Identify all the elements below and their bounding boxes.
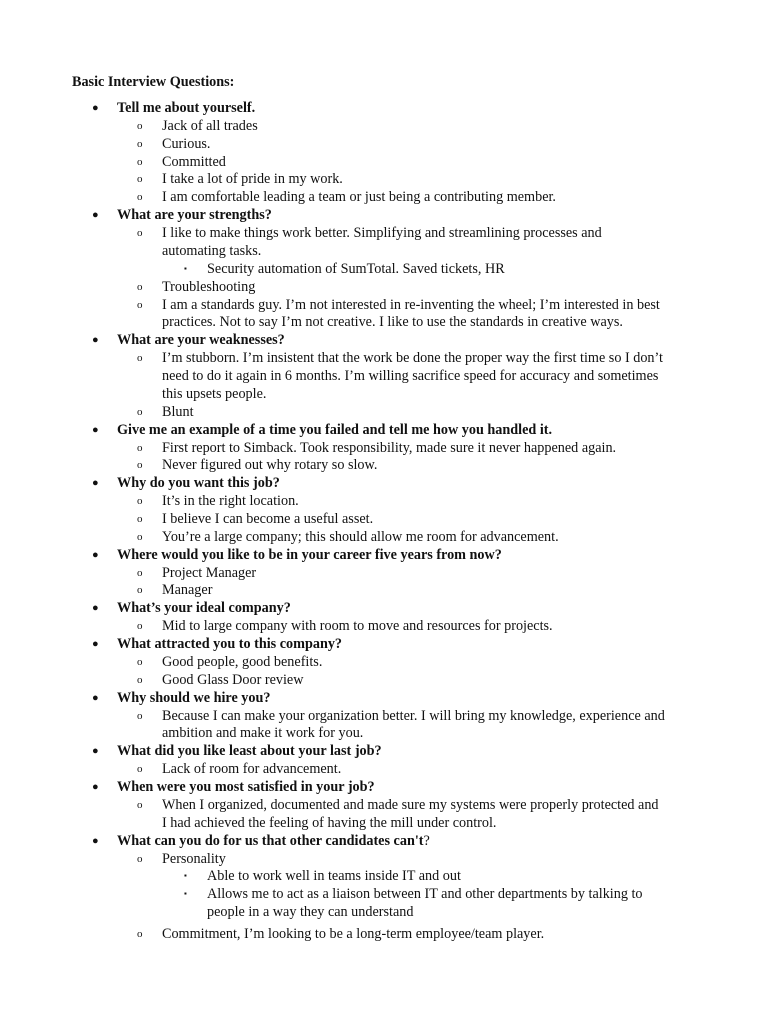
sub-answer-item-text: people in a way they can understand: [207, 904, 414, 921]
sub-answer-item: [0, 260, 768, 278]
answer-item: [0, 528, 768, 546]
answer-item: [0, 581, 768, 599]
answer-item: [0, 456, 768, 474]
question-item: [0, 635, 768, 653]
answer-item-text: I like to make things work better. Simplifying and streamlining processes and: [162, 225, 602, 242]
answer-item-text: I take a lot of pride in my work.: [162, 171, 343, 188]
circle-bullet-icon: o: [137, 928, 143, 941]
bullet-icon: ●: [92, 102, 99, 114]
answer-item: [0, 850, 768, 868]
answer-item-text: I had achieved the feeling of having the mill under control.: [162, 814, 497, 831]
answer-item-text: need to do it again in 6 months. I’m willing sacrifice speed for accuracy and sometimes: [162, 368, 659, 385]
answer-item-text: practices. Not to say I’m not creative. I like to use the standards in creative ways.: [162, 314, 623, 331]
answer-item: [0, 153, 768, 171]
answer-item-text: You’re a large company; this should allow me room for advancement.: [162, 528, 559, 545]
circle-bullet-icon: o: [137, 137, 143, 150]
bullet-icon: ●: [92, 477, 99, 490]
answer-item-text: Commitment, I’m looking to be a long-term employee/team player.: [162, 926, 545, 943]
answer-item-text: I am a standards guy. I’m not interested in re-inventing the wheel; I’m interested in best: [162, 296, 660, 313]
page-title: Basic Interview Questions:: [72, 74, 235, 90]
answer-item: [0, 492, 768, 510]
answer-item: [0, 135, 768, 153]
answer-item: [0, 617, 768, 635]
question-item: [0, 778, 768, 796]
bullet-icon: ●: [92, 781, 99, 794]
circle-bullet-icon: o: [137, 763, 143, 776]
sub-answer-item-text: Security automation of SumTotal. Saved tickets, HR: [207, 260, 505, 277]
circle-bullet-icon: o: [137, 119, 143, 132]
question-item-text: Give me an example of a time you failed and tell me how you handled it.: [117, 421, 553, 438]
answer-item-text: Good people, good benefits.: [162, 653, 323, 670]
answer-item: [0, 760, 768, 778]
circle-bullet-icon: o: [137, 530, 143, 543]
answer-item-text: First report to Simback. Took responsibility, made sure it never happened again.: [162, 439, 617, 456]
bullet-icon: ●: [92, 691, 99, 704]
answer-item: [0, 367, 768, 385]
question-item: [0, 474, 768, 492]
answer-item-text: Never figured out why rotary so slow.: [162, 457, 378, 474]
question-item-text: What did you like least about your last job?: [117, 743, 382, 760]
circle-bullet-icon: o: [137, 459, 143, 472]
answer-item-text: this upsets people.: [162, 385, 267, 402]
circle-bullet-icon: o: [137, 798, 143, 811]
question-item-text: What can you do for us that other candidates can't?: [117, 832, 430, 849]
answer-item-text: Jack of all trades: [162, 117, 258, 134]
bullet-icon: ●: [92, 834, 99, 847]
square-bullet-icon: ▪: [184, 871, 187, 881]
question-item-text: What attracted you to this company?: [117, 636, 343, 653]
circle-bullet-icon: o: [137, 441, 143, 454]
answer-item: [0, 814, 768, 832]
circle-bullet-icon: o: [137, 495, 143, 508]
question-suffix: ?: [423, 832, 430, 849]
answer-item: [0, 242, 768, 260]
bullet-icon: ●: [92, 548, 99, 561]
sub-answer-item: [0, 867, 768, 885]
sub-answer-item-text: Allows me to act as a liaison between IT and other departments by talking to: [207, 886, 643, 903]
answer-item-text: Mid to large company with room to move and resources for projects.: [162, 618, 553, 635]
circle-bullet-icon: o: [137, 852, 143, 865]
answer-item: [0, 403, 768, 421]
sub-answer-item-text: Able to work well in teams inside IT and out: [207, 868, 461, 885]
question-item: [0, 99, 768, 117]
circle-bullet-icon: o: [137, 655, 143, 668]
answer-item-text: Personality: [162, 850, 226, 867]
answer-item: [0, 796, 768, 814]
question-item: [0, 599, 768, 617]
question-item-text: Why should we hire you?: [117, 689, 271, 706]
answer-item-text: Project Manager: [162, 564, 257, 581]
bullet-icon: ●: [92, 209, 99, 222]
circle-bullet-icon: o: [137, 227, 143, 240]
answer-item: [0, 349, 768, 367]
question-item-text: Why do you want this job?: [117, 475, 280, 492]
question-item: [0, 206, 768, 224]
square-bullet-icon: ▪: [184, 263, 187, 273]
square-bullet-icon: ▪: [184, 889, 187, 899]
bullet-icon: ●: [92, 334, 99, 347]
answer-item-text: Blunt: [162, 403, 194, 420]
answer-item: [0, 510, 768, 528]
answer-item: [0, 313, 768, 331]
answer-item: [0, 117, 768, 135]
answer-item-text: I am comfortable leading a team or just being a contributing member.: [162, 189, 556, 206]
answer-item: [0, 224, 768, 242]
circle-bullet-icon: o: [137, 584, 143, 597]
circle-bullet-icon: o: [137, 352, 143, 365]
question-item: [0, 421, 768, 439]
circle-bullet-icon: o: [137, 173, 143, 186]
circle-bullet-icon: o: [137, 620, 143, 633]
question-item: [0, 331, 768, 349]
circle-bullet-icon: o: [137, 280, 143, 293]
answer-item-text: It’s in the right location.: [162, 493, 299, 510]
circle-bullet-icon: o: [137, 673, 143, 686]
question-item: [0, 546, 768, 564]
question-item: [0, 742, 768, 760]
answer-item-text: Troubleshooting: [162, 278, 256, 295]
answer-item: [0, 188, 768, 206]
circle-bullet-icon: o: [137, 298, 143, 311]
answer-item-text: Committed: [162, 153, 226, 170]
sub-answer-item: [0, 903, 768, 921]
circle-bullet-icon: o: [137, 155, 143, 168]
circle-bullet-icon: o: [137, 709, 143, 722]
answer-item-text: I believe I can become a useful asset.: [162, 511, 374, 527]
question-item: [0, 689, 768, 707]
answer-item: [0, 278, 768, 296]
question-item: [0, 832, 768, 850]
question-item-text: Where would you like to be in your career five years from now?: [117, 546, 502, 563]
answer-item-text: Good Glass Door review: [162, 671, 304, 688]
answer-item-text: Because I can make your organization better. I will bring my knowledge, experience and: [162, 707, 665, 724]
circle-bullet-icon: o: [137, 405, 143, 418]
answer-item: [0, 385, 768, 403]
question-item-text: Tell me about yourself.: [117, 100, 256, 116]
answer-item: [0, 724, 768, 742]
question-item-text: What are your strengths?: [117, 207, 272, 224]
answer-item: [0, 564, 768, 582]
answer-item-text: Manager: [162, 582, 213, 599]
question-item-text: What are your weaknesses?: [117, 332, 285, 349]
circle-bullet-icon: o: [137, 513, 143, 525]
answer-item: [0, 925, 768, 943]
bullet-icon: ●: [92, 423, 99, 436]
answer-item-text: automating tasks.: [162, 242, 262, 259]
circle-bullet-icon: o: [137, 191, 143, 204]
question-item-text: What’s your ideal company?: [117, 600, 291, 617]
bullet-icon: ●: [92, 745, 99, 758]
bullet-icon: ●: [92, 638, 99, 651]
bullet-icon: ●: [92, 602, 99, 615]
answer-item: [0, 653, 768, 671]
answer-item-text: Curious.: [162, 135, 211, 152]
answer-item: [0, 671, 768, 689]
answer-item-text: ambition and make it work for you.: [162, 725, 364, 742]
answer-item-text: I’m stubborn. I’m insistent that the work be done the proper way the first time so I don’t: [162, 350, 663, 367]
answer-item-text: When I organized, documented and made sure my systems were properly protected and: [162, 796, 659, 813]
answer-item-text: Lack of room for advancement.: [162, 761, 342, 778]
answer-item: [0, 707, 768, 725]
answer-item: [0, 439, 768, 457]
answer-item: [0, 170, 768, 188]
question-item-text: When were you most satisfied in your job?: [117, 779, 375, 796]
sub-answer-item: [0, 885, 768, 903]
circle-bullet-icon: o: [137, 566, 143, 579]
answer-item: [0, 296, 768, 314]
